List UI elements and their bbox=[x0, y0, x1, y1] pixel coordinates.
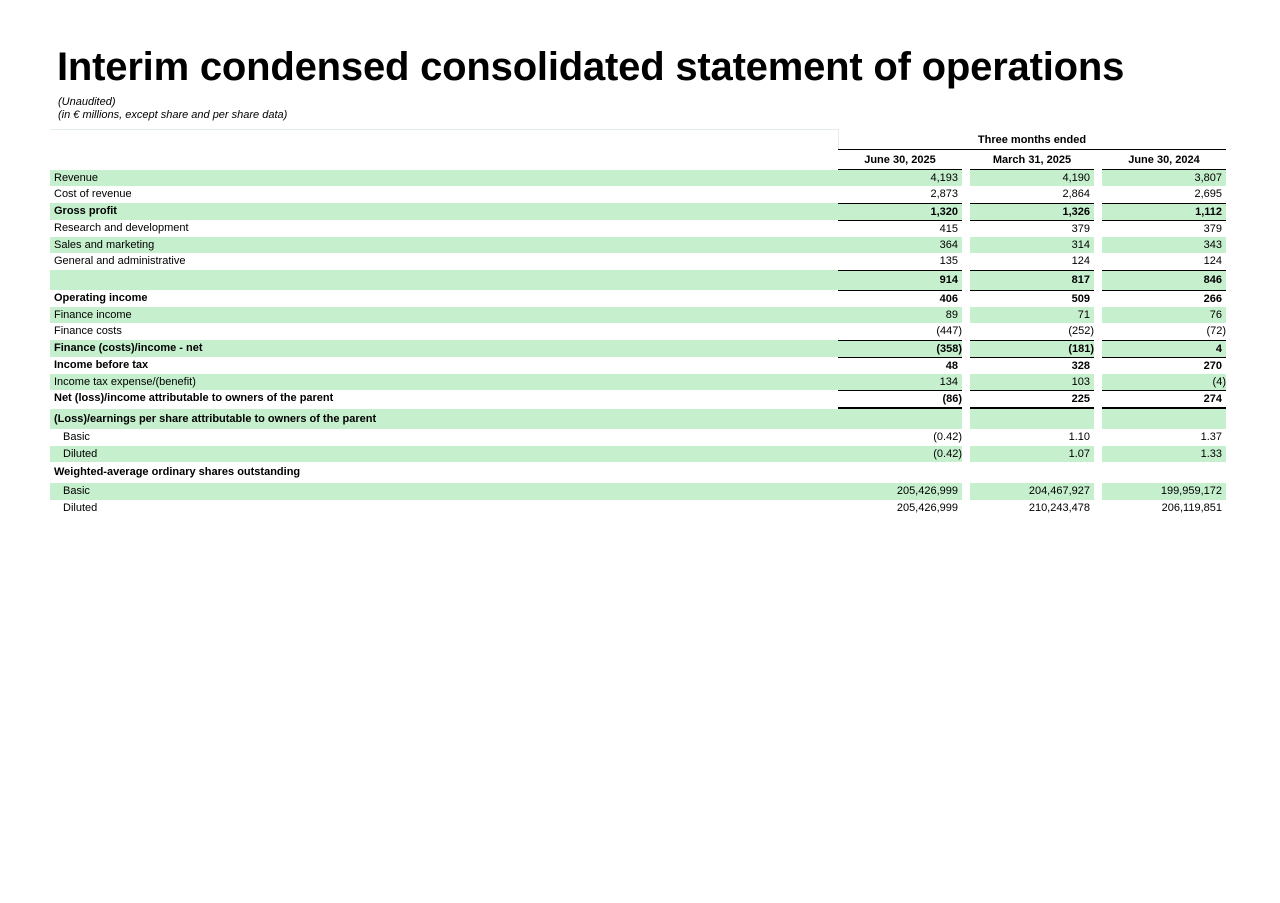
value-mar-2025: 817 bbox=[970, 270, 1094, 290]
value-jun-2025: 1,320 bbox=[838, 203, 962, 220]
value-mar-2025: 210,243,478 bbox=[1028, 502, 1090, 514]
units-note: (in € millions, except share and per share data) bbox=[58, 109, 288, 121]
value-jun-2024: 274 bbox=[1102, 390, 1226, 409]
value-mar-2025: 1,326 bbox=[970, 203, 1094, 220]
row-finance-net bbox=[50, 340, 1226, 357]
value-jun-2025: 135 bbox=[939, 255, 958, 267]
row-eps-heading bbox=[50, 409, 1226, 429]
row-revenue bbox=[50, 170, 1226, 186]
value-jun-2024: 266 bbox=[1102, 290, 1226, 307]
row-income-tax bbox=[50, 374, 1226, 390]
value-jun-2024: 379 bbox=[1102, 220, 1226, 237]
value-mar-2025: 225 bbox=[970, 390, 1094, 409]
row-label: Finance costs bbox=[54, 325, 122, 337]
row-gross-profit bbox=[50, 203, 1226, 220]
row-income-before-tax bbox=[50, 357, 1226, 374]
value-jun-2024 bbox=[1102, 462, 1226, 483]
value-jun-2025: (447) bbox=[936, 325, 962, 337]
value-mar-2025: 2,864 bbox=[1062, 188, 1090, 200]
value-jun-2024: 206,119,851 bbox=[1161, 502, 1222, 514]
value-jun-2024: 76 bbox=[1102, 307, 1226, 323]
row-eps-basic bbox=[50, 429, 1226, 446]
value-jun-2024 bbox=[1102, 409, 1226, 429]
value-jun-2025: (358) bbox=[838, 340, 962, 357]
row-shares-diluted bbox=[50, 500, 1226, 517]
value-jun-2024: 846 bbox=[1102, 270, 1226, 290]
value-jun-2025: (86) bbox=[838, 390, 962, 409]
value-mar-2025: 379 bbox=[970, 220, 1094, 237]
period-group-header: Three months ended bbox=[838, 131, 1226, 150]
row-label: Weighted-average ordinary shares outstanding bbox=[54, 466, 301, 478]
column-header-jun-2025: June 30, 2025 bbox=[838, 151, 962, 171]
row-label: Cost of revenue bbox=[54, 188, 132, 200]
row-net-income bbox=[50, 390, 1226, 409]
row-label: Gross profit bbox=[50, 203, 838, 220]
row-label: Research and development bbox=[54, 222, 189, 234]
value-jun-2024: 124 bbox=[1203, 255, 1222, 267]
row-shares-basic bbox=[50, 483, 1226, 500]
value-jun-2024: 1,112 bbox=[1102, 203, 1226, 220]
value-jun-2024: 1.37 bbox=[1200, 431, 1222, 443]
value-mar-2025 bbox=[970, 409, 1094, 429]
value-jun-2025: 134 bbox=[838, 374, 962, 390]
value-jun-2025 bbox=[838, 409, 962, 429]
value-jun-2025: (0.42) bbox=[933, 431, 962, 443]
value-jun-2025 bbox=[838, 462, 962, 483]
column-header-jun-2024: June 30, 2024 bbox=[1102, 151, 1226, 171]
column-header-mar-2025: March 31, 2025 bbox=[970, 151, 1094, 171]
row-research-and-development bbox=[50, 220, 1226, 237]
value-jun-2025: 48 bbox=[838, 357, 962, 374]
value-jun-2024: 199,959,172 bbox=[1102, 483, 1226, 500]
unaudited-note: (Unaudited) bbox=[58, 96, 116, 108]
row-shares-heading bbox=[50, 462, 1226, 483]
value-jun-2025: 89 bbox=[838, 307, 962, 323]
row-general-and-administrative bbox=[50, 253, 1226, 270]
value-mar-2025: 204,467,927 bbox=[970, 483, 1094, 500]
value-mar-2025: 1.10 bbox=[1068, 431, 1090, 443]
value-mar-2025: 103 bbox=[970, 374, 1094, 390]
value-mar-2025: 328 bbox=[970, 357, 1094, 374]
row-label: Diluted bbox=[63, 502, 98, 514]
value-jun-2025: 205,426,999 bbox=[838, 483, 962, 500]
value-mar-2025: (181) bbox=[970, 340, 1094, 357]
value-mar-2025: 509 bbox=[970, 290, 1094, 307]
row-sales-and-marketing bbox=[50, 237, 1226, 253]
row-label: Net (loss)/income attributable to owners of the parent bbox=[54, 392, 334, 404]
value-jun-2024: (4) bbox=[1102, 374, 1226, 390]
value-mar-2025: (252) bbox=[1068, 325, 1094, 337]
row-label: Revenue bbox=[50, 170, 838, 186]
row-eps-diluted bbox=[50, 446, 1226, 462]
row-finance-costs bbox=[50, 323, 1226, 340]
row-total-operating-expenses bbox=[50, 270, 1226, 290]
row-label: Sales and marketing bbox=[50, 237, 838, 253]
value-jun-2024: 343 bbox=[1102, 237, 1226, 253]
page-title: Interim condensed consolidated statement of operations bbox=[57, 45, 1125, 89]
row-label bbox=[50, 270, 838, 290]
row-label: General and administrative bbox=[54, 255, 186, 267]
value-mar-2025: 4,190 bbox=[970, 170, 1094, 186]
row-label: (Loss)/earnings per share attributable to owners of the parent bbox=[50, 409, 838, 429]
value-jun-2025: 2,873 bbox=[930, 188, 958, 200]
value-jun-2025: 914 bbox=[838, 270, 962, 290]
row-label: Income tax expense/(benefit) bbox=[50, 374, 838, 390]
header-rule bbox=[50, 129, 838, 130]
value-jun-2024: 2,695 bbox=[1194, 188, 1222, 200]
statement-table bbox=[50, 170, 1226, 517]
row-label: Basic bbox=[63, 431, 90, 443]
value-jun-2024: 4 bbox=[1102, 340, 1226, 357]
value-mar-2025: 71 bbox=[970, 307, 1094, 323]
row-operating-income bbox=[50, 290, 1226, 307]
value-jun-2025: 4,193 bbox=[838, 170, 962, 186]
value-jun-2024: 270 bbox=[1102, 357, 1226, 374]
value-jun-2024: (72) bbox=[1206, 325, 1226, 337]
value-jun-2025: 415 bbox=[838, 220, 962, 237]
row-label: Finance income bbox=[50, 307, 838, 323]
value-mar-2025 bbox=[970, 462, 1094, 483]
value-mar-2025: 1.07 bbox=[970, 446, 1094, 462]
row-label: Income before tax bbox=[54, 359, 149, 371]
row-finance-income bbox=[50, 307, 1226, 323]
row-label: Diluted bbox=[50, 446, 838, 462]
row-label: Finance (costs)/income - net bbox=[50, 340, 838, 357]
value-jun-2025: 406 bbox=[838, 290, 962, 307]
row-label: Basic bbox=[50, 483, 838, 500]
value-jun-2025: 205,426,999 bbox=[896, 502, 958, 514]
row-label: Operating income bbox=[54, 292, 148, 304]
value-jun-2024: 3,807 bbox=[1102, 170, 1226, 186]
value-jun-2025: (0.42) bbox=[838, 446, 962, 462]
row-cost-of-revenue bbox=[50, 186, 1226, 203]
value-jun-2025: 364 bbox=[838, 237, 962, 253]
value-jun-2024: 1.33 bbox=[1102, 446, 1226, 462]
value-mar-2025: 314 bbox=[970, 237, 1094, 253]
value-mar-2025: 124 bbox=[1071, 255, 1090, 267]
